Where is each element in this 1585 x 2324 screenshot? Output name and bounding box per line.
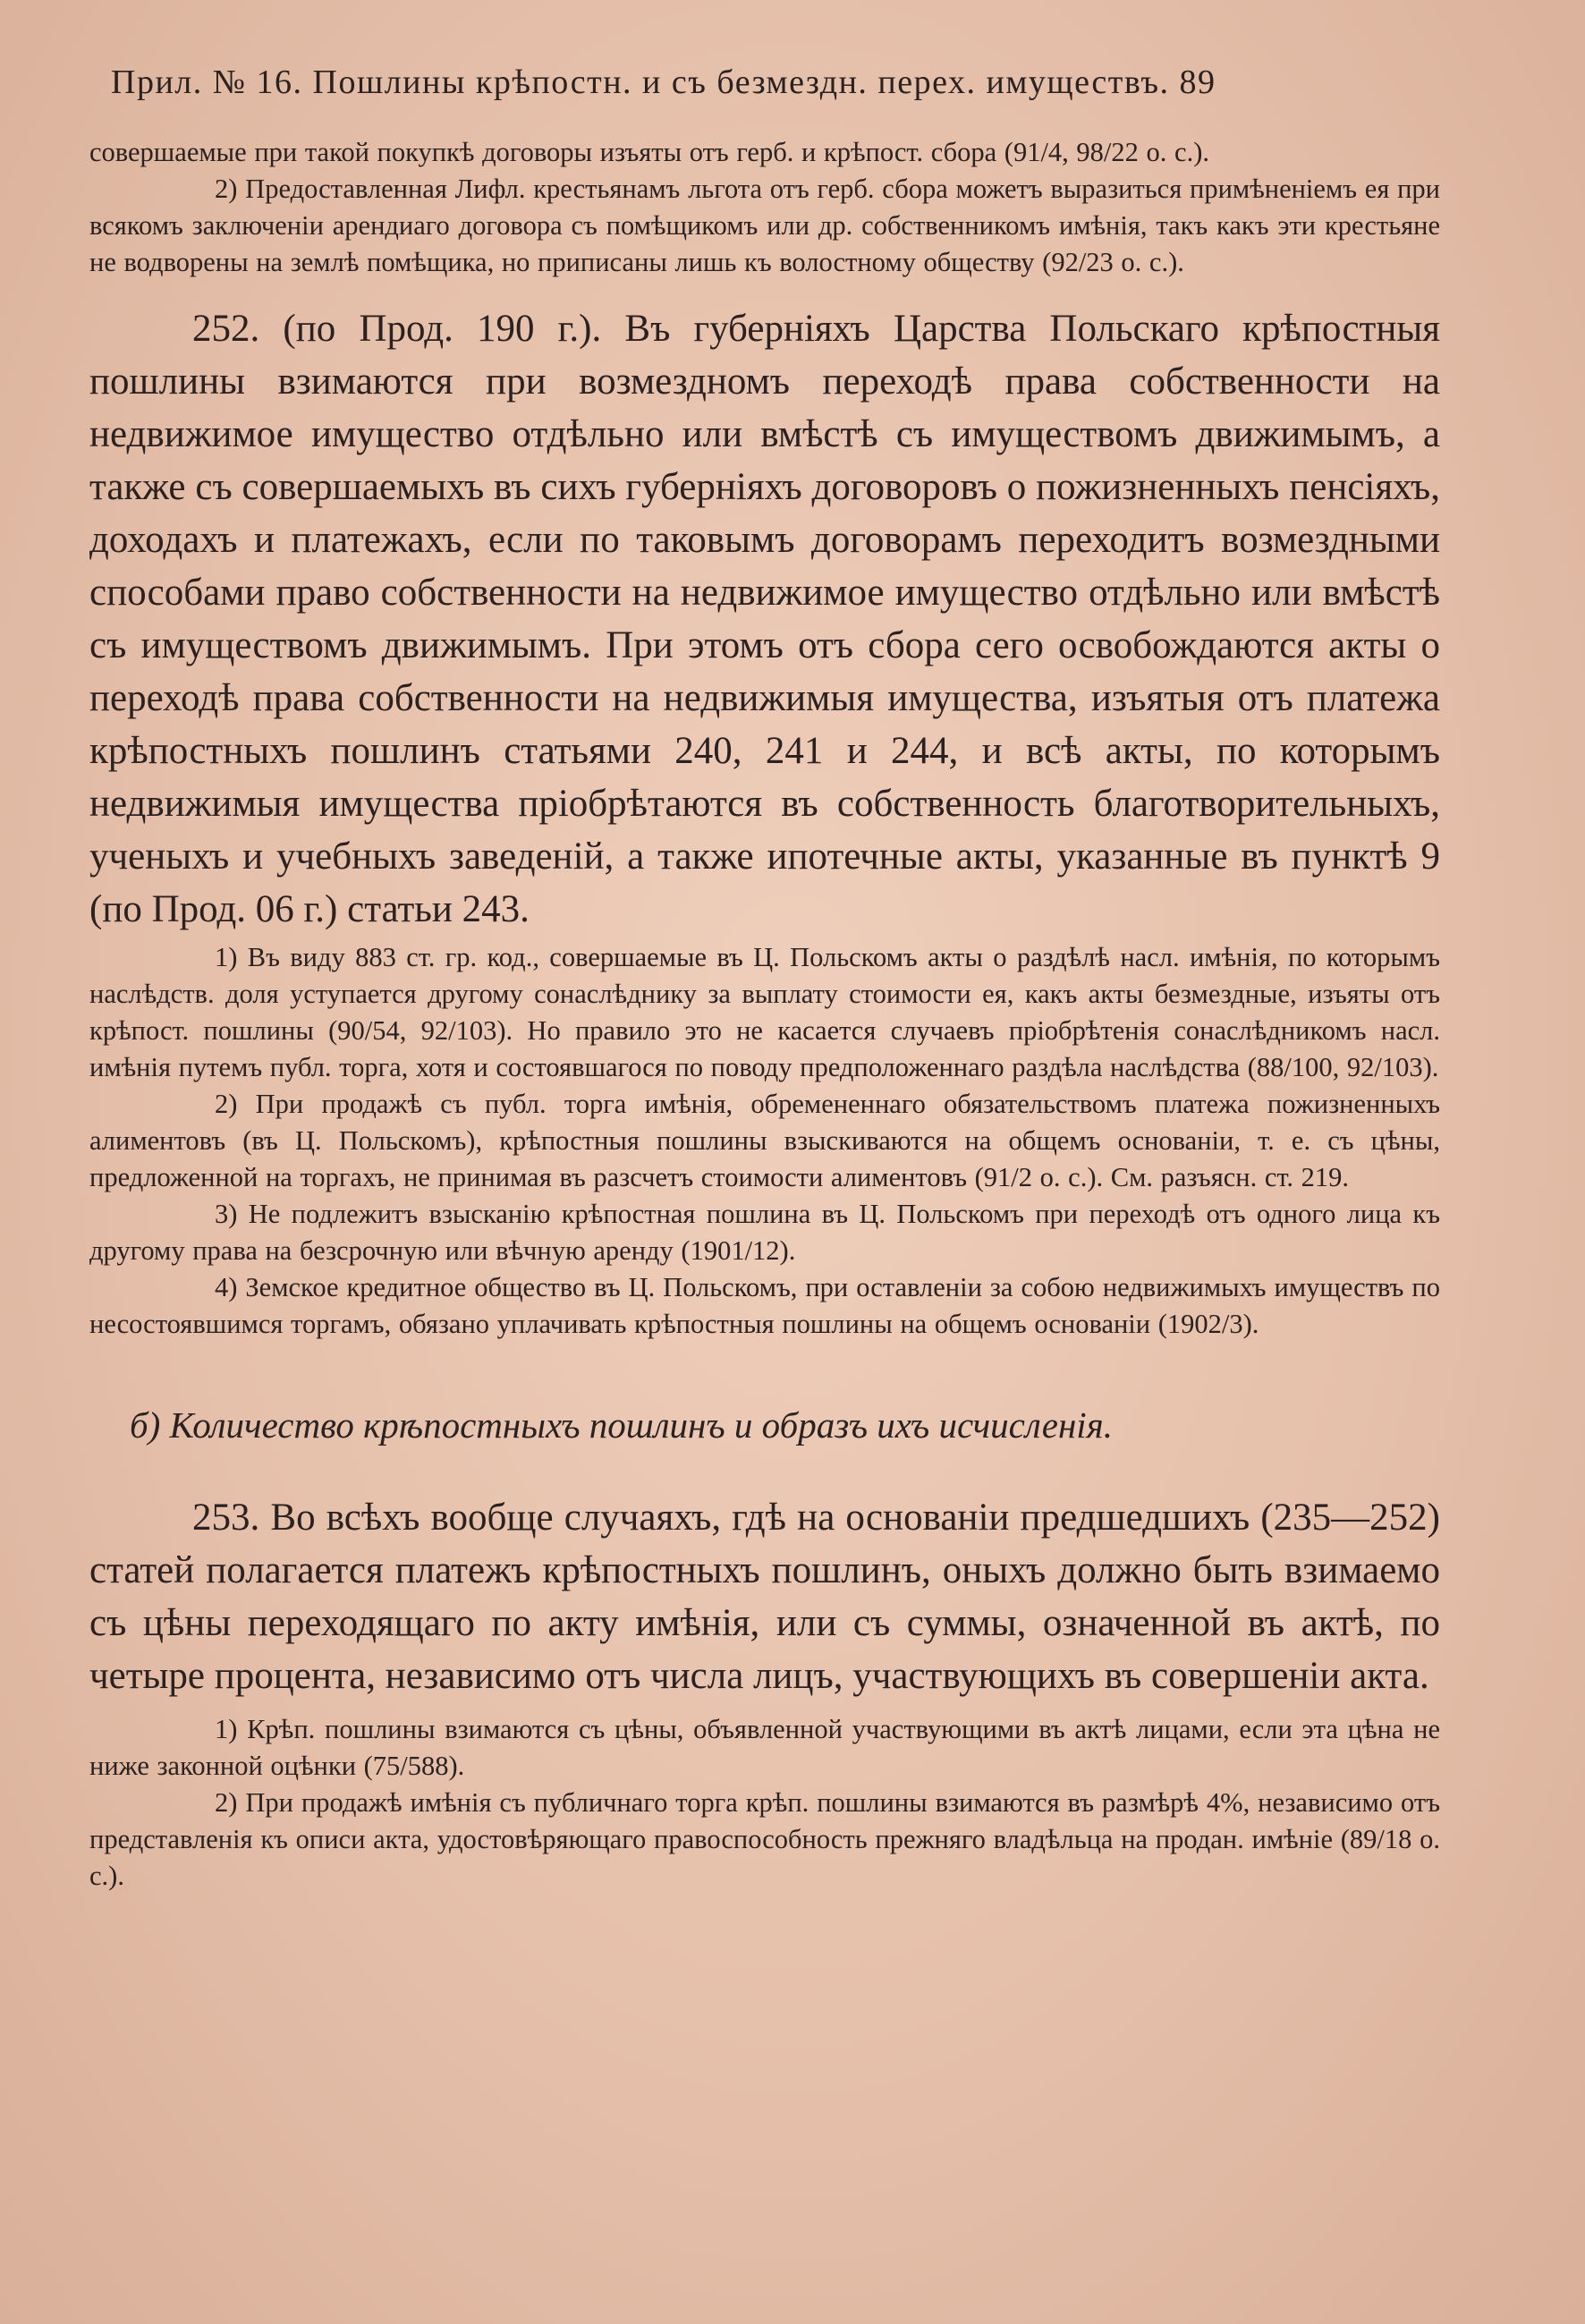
top-notes (89, 134, 1440, 281)
note-2: 2) Предоставленная Лифл. крестьянамъ льгота отъ герб. сбора можетъ выразиться примѣненіемъ ея при всякомъ заключеніи арендиаго договора съ помѣщикомъ или др. собственникомъ имѣнія, такъ какъ эти крестьяне не водворены на землѣ помѣщика, но приписаны лишь къ волостному обществу (92/23 о. с.). (89, 174, 1440, 277)
page (89, 54, 1440, 1895)
note-253-2: 2) При продажѣ имѣнія съ публичнаго торга крѣп. пошлины взимаются въ размѣрѣ 4%, независимо отъ представленія къ описи акта, удостовѣряющаго правоспособность прежняго владѣльца на продан. имѣніе (89/18 о. с.). (89, 1787, 1440, 1891)
notes-253 (89, 1711, 1440, 1895)
note-252-2: 2) При продажѣ съ публ. торга имѣнія, обремененнаго обязательствомъ платежа пожизненныхъ алиментовъ (въ Ц. Польскомъ), крѣпостныя пошлины взыскиваются на общемъ основаніи, т. е. съ цѣны, предложенной на торгахъ, не принимая въ разсчетъ стоимости алиментовъ (91/2 о. с.). См. разъясн. ст. 219. (89, 1089, 1440, 1192)
note-252-1: 1) Въ виду 883 ст. гр. код., совершаемые въ Ц. Польскомъ акты о раздѣлѣ насл. имѣнія, по которымъ наслѣдств. доля уступается другому сонаслѣднику за выплату стоимости ея, какъ акты безмездные, изъяты отъ крѣпост. пошлины (90/54, 92/103). Но правило это не касается случаевъ пріобрѣтенія сонаслѣдникомъ насл. имѣнія путемъ публ. торга, хотя и состоявшагося по поводу предположеннаго раздѣла наслѣдства (88/100, 92/103). (89, 942, 1440, 1082)
notes-252 (89, 939, 1440, 1343)
note-252-4: 4) Земское кредитное общество въ Ц. Польскомъ, при оставленіи за собою недвижимыхъ имуществъ по несостоявшимся торгамъ, обязано уплачивать крѣпостныя пошлины на общемъ основаніи (1902/3). (89, 1272, 1440, 1339)
note-253-1: 1) Крѣп. пошлины взимаются съ цѣны, объявленной участвующими въ актѣ лицами, если эта цѣна не ниже законной оцѣнки (75/588). (89, 1714, 1440, 1781)
article-253: 253. Во всѣхъ вообще случаяхъ, гдѣ на основаніи предшедшихъ (235—252) статей полагается платежъ крѣпостныхъ пошлинъ, оныхъ должно быть взимаемо съ цѣны переходящаго по акту имѣнія, или съ суммы, означенной въ актѣ, по четыре процента, независимо отъ числа лицъ, участвующихъ въ совершеніи акта. (89, 1497, 1440, 1697)
running-header: Прил. № 16. Пошлины крѣпостн. и съ безмездн. перех. имуществъ. 89 (111, 64, 1216, 101)
article-252: 252. (по Прод. 190 г.). Въ губерніяхъ Царства Польскаго крѣпостныя пошлины взимаются при возмездномъ переходѣ права собственности на недвижимое имущество отдѣльно или вмѣстѣ съ имуществомъ движимымъ, а также съ совершаемыхъ въ сихъ губерніяхъ договоровъ о пожизненныхъ пенсіяхъ, доходахъ и платежахъ, если по таковымъ договорамъ переходитъ возмездными способами право собственности на недвижимое имущество отдѣльно или вмѣстѣ съ имуществомъ движимымъ. При этомъ отъ сбора сего освобождаются акты о переходѣ права собственности на недвижимыя имущества, изъятыя отъ платежа крѣпостныхъ пошлинъ статьями 240, 241 и 244, и всѣ акты, по которымъ недвижимыя имущества пріобрѣтаются въ собственность благотворительныхъ, ученыхъ и учебныхъ заведеній, а также ипотечные акты, указанные въ пунктѣ 9 (по Прод. 06 г.) статьи 243. (89, 308, 1440, 930)
note-252-3: 3) Не подлежитъ взысканію крѣпостная пошлина въ Ц. Польскомъ при переходѣ отъ одного лица къ другому права на безсрочную или вѣчную аренду (1901/12). (89, 1199, 1440, 1266)
section-subheading: б) Количество крѣпостныхъ пошлинъ и образъ ихъ исчисленія. (130, 1404, 1113, 1446)
note-continuation: совершаемые при такой покупкѣ договоры изъяты отъ герб. и крѣпост. сбора (91/4, 98/22 о. с.). (89, 137, 1209, 167)
